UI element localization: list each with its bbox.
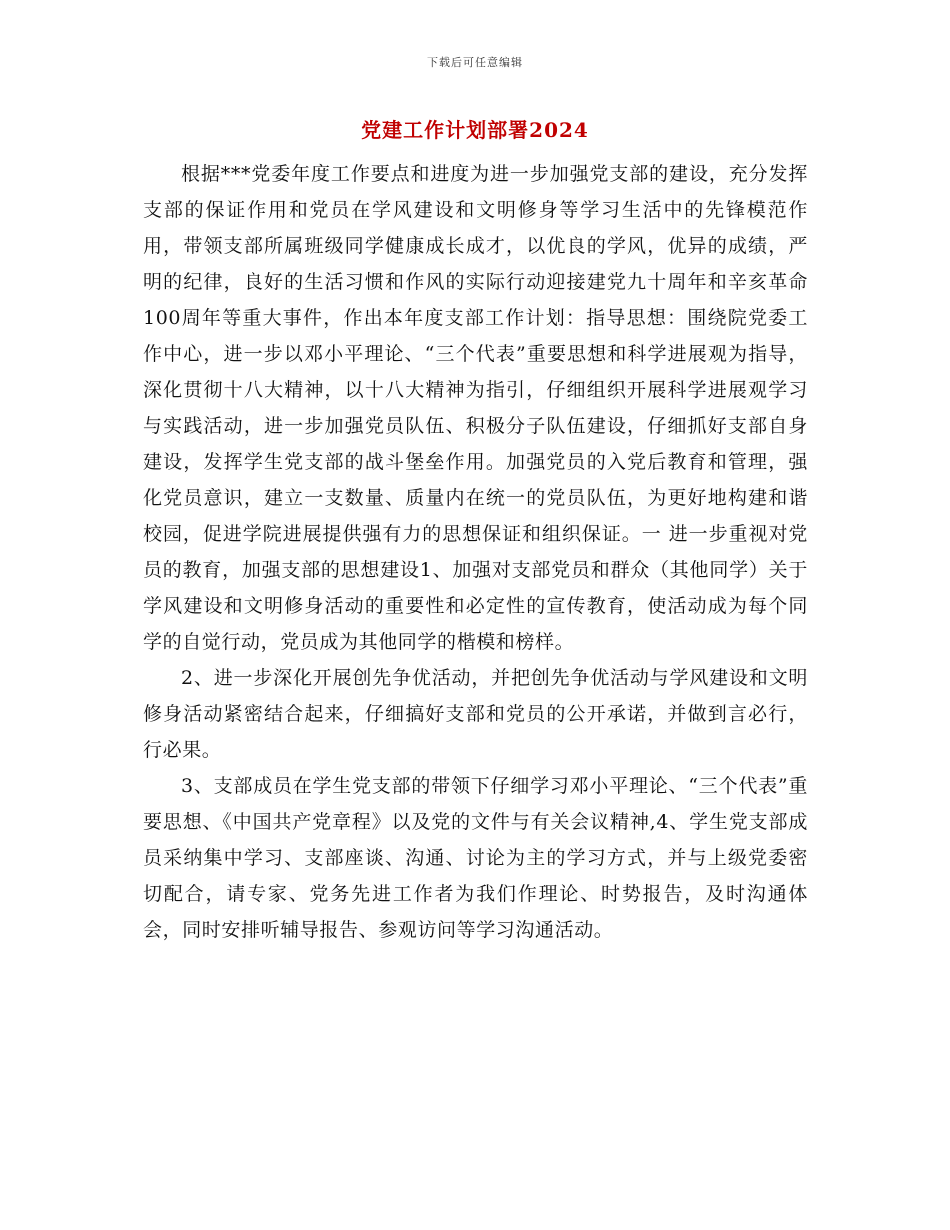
document-body <box>143 156 808 948</box>
header-note: 下载后可任意编辑 <box>427 56 523 69</box>
paragraph-1: 根据***党委年度工作要点和进度为进一步加强党支部的建设，充分发挥支部的保证作用和党员在学风建设和文明修身等学习生活中的先锋模范作用，带领支部所属班级同学健康成长成才，以优良的学风，优异的成绩，严明的纪律，良好的生活习惯和作风的实际行动迎接建党九十周年和辛亥革命100周年等重大事件，作出本年度支部工作计划：指导思想：围绕院党委工作中心，进一步以邓小平理论、“三个代表”重要思想和科学进展观为指导，深化贯彻十八大精神，以十八大精神为指引，仔细组织开展科学进展观学习与实践活动，进一步加强党员队伍、积极分子队伍建设，仔细抓好支部自身建设，发挥学生党支部的战斗堡垒作用。加强党员的入党后教育和管理，强化党员意识，建立一支数量、质量内在统一的党员队伍，为更好地构建和谐校园，促进学院进展提供强有力的思想保证和组织保证。一 进一步重视对党员的教育，加强支部的思想建设1、加强对支部党员和群众（其他同学）关于学风建设和文明修身活动的重要性和必定性的宣传教育，使活动成为每个同学的自觉行动，党员成为其他同学的楷模和榜样。 <box>143 163 808 653</box>
document-title: 党建工作计划部署2024 <box>361 118 589 142</box>
paragraph-2: 2、进一步深化开展创先争优活动，并把创先争优活动与学风建设和文明修身活动紧密结合起来，仔细搞好支部和党员的公开承诺，并做到言必行，行必果。 <box>143 667 808 761</box>
paragraph-3: 3、支部成员在学生党支部的带领下仔细学习邓小平理论、“三个代表”重要思想、《中国共产党章程》以及党的文件与有关会议精神,4、学生党支部成员采纳集中学习、支部座谈、沟通、讨论为主的学习方式，并与上级党委密切配合，请专家、党务先进工作者为我们作理论、时势报告，及时沟通体会，同时安排听辅导报告、参观访问等学习沟通活动。 <box>143 775 808 941</box>
